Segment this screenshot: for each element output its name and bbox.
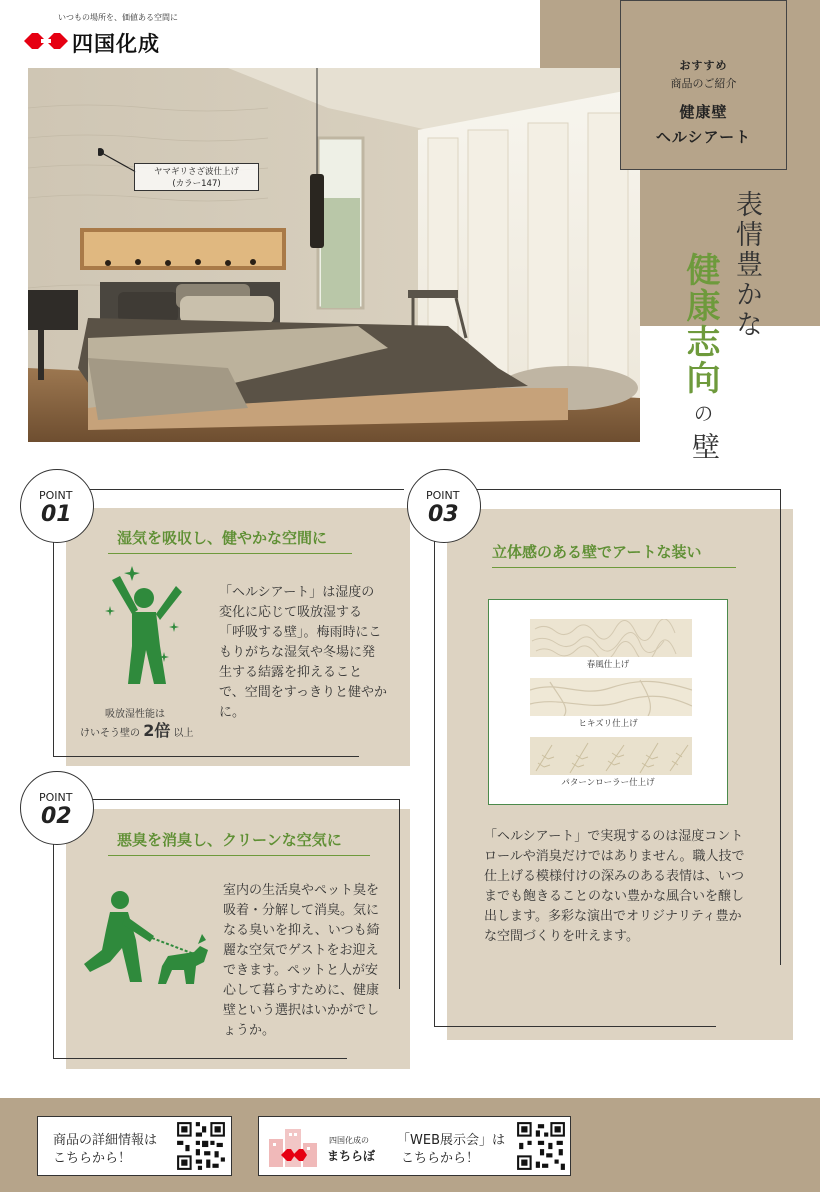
point1-note-num: 2倍: [143, 721, 171, 740]
recommend-label: おすすめ: [679, 59, 728, 72]
finish-callout: [134, 163, 259, 191]
bedroom-photo: [28, 68, 640, 442]
product-name: ヘルシアート: [655, 128, 752, 146]
web-exhibition-line1: 「WEB展示会」は: [397, 1133, 505, 1148]
web-exhibition-qr-icon[interactable]: [515, 1120, 567, 1172]
product-info-link-box[interactable]: [37, 1116, 232, 1176]
point1-frame-left: [53, 520, 54, 756]
point1-frame-top: [60, 489, 404, 490]
point2-frame-bottom: [53, 1058, 347, 1059]
sample-label-2: ヒキズリ仕上げ: [578, 719, 638, 729]
person-walking-dog-icon: [76, 890, 210, 990]
point2-frame-top: [60, 799, 400, 800]
point1-body: 「ヘルシアート」は湿度の変化に応じて吸放湿する「呼吸する壁」。梅雨時にこもりがちな湿気や冬場に発生する結露を抑えることで、空間をすっきりと健やかに。: [219, 585, 387, 720]
person-cheering-icon: [102, 566, 186, 690]
sample-swatch-hikizuri: [530, 678, 692, 716]
recommend-sublabel: 商品のご紹介: [670, 77, 737, 90]
product-info-line1: 商品の詳細情報は: [53, 1133, 158, 1148]
point2-frame-right: [399, 799, 400, 989]
callout-line1: ヤマギリさざ波仕上げ: [153, 167, 239, 177]
point3-label: POINT: [426, 489, 460, 502]
point1-note-post: 以上: [173, 728, 194, 739]
point2-heading: 悪臭を消臭し、クリーンな空気に: [117, 831, 342, 849]
point1-badge: [20, 469, 94, 543]
catch-particle: の: [690, 403, 714, 423]
point3-heading-underline: [492, 567, 736, 568]
company-logo-icon: [24, 30, 68, 52]
point2-body: 室内の生活臭やペット臭を吸着・分解して消臭。気になる臭いを抑え、いつも綺麗な空気でゲストをお迎えできます。ペットと人が安心して暮らすために、健康壁という選択はいかがでしょうか。: [223, 883, 380, 1038]
point1-note-line1: 吸放湿性能は: [105, 709, 165, 720]
point3-frame-bottom: [434, 1026, 716, 1027]
callout-pointer: [98, 146, 138, 176]
point3-frame-right: [780, 489, 781, 965]
recommend-box: [620, 0, 787, 170]
sample-label-1: 春風仕上げ: [586, 660, 630, 670]
machi-lab-logo-icon: [265, 1125, 321, 1169]
point1-label: POINT: [39, 489, 73, 502]
point3-frame-top: [443, 489, 781, 490]
point1-frame-bottom: [53, 756, 359, 757]
sample-swatch-harukaze: [530, 619, 692, 657]
point3-heading: 立体感のある壁でアートな装い: [492, 543, 702, 561]
point2-badge: [20, 771, 94, 845]
point2-frame-left: [53, 820, 54, 1058]
point1-number: 01: [41, 502, 72, 527]
web-exhibition-line2: こちらから！: [401, 1151, 480, 1166]
catch-line2: 健康志向: [680, 252, 720, 396]
machi-lab-brand-line2: まちらぼ: [327, 1149, 376, 1163]
point1-note-line2: [80, 718, 194, 741]
machi-lab-brand-line1: 四国化成の: [329, 1136, 369, 1145]
callout-line2: (カラー147): [172, 179, 221, 189]
product-info-qr-icon[interactable]: [175, 1120, 227, 1172]
web-exhibition-link-box[interactable]: [258, 1116, 571, 1176]
company-tagline: いつもの場所を、価値ある空間に: [58, 13, 178, 22]
point3-frame-left: [434, 520, 435, 1026]
sample-label-3: パターンローラー仕上げ: [561, 778, 655, 788]
point2-label: POINT: [39, 791, 73, 804]
point3-body: 「ヘルシアート」で実現するのは湿度コントロールや消臭だけではありません。職人技で仕上げる模様付けの深みのある表情は、いつまでも飽きることのない豊かな風合いを醸し出します。多彩な演出でオリジナリティ豊かな空間づくりを叶えます。: [484, 829, 745, 944]
point2-number: 02: [41, 804, 72, 829]
catch-line1: 表情豊かな: [731, 190, 762, 340]
point1-note-pre: けいそう壁の: [80, 728, 140, 739]
product-info-line2: こちらから！: [53, 1151, 132, 1166]
product-category: 健康壁: [679, 103, 728, 121]
point3-badge: [407, 469, 481, 543]
sample-swatch-pattern-roller: [530, 737, 692, 775]
catch-wall: 壁: [688, 432, 721, 460]
point1-heading-underline: [108, 553, 352, 554]
point2-heading-underline: [108, 855, 370, 856]
point1-heading: 湿気を吸収し、健やかな空間に: [117, 529, 328, 547]
point3-number: 03: [428, 502, 459, 527]
company-logo-text: 四国化成: [72, 32, 160, 56]
sample-panel: [488, 599, 728, 805]
